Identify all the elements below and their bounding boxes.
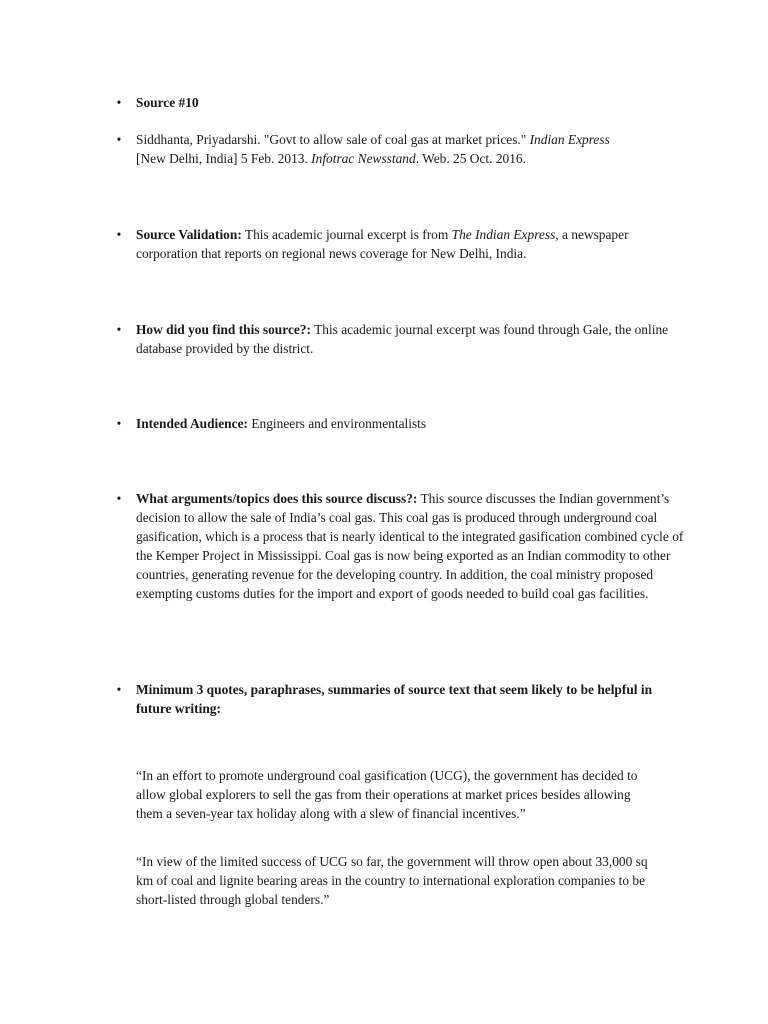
intended-audience-text: Engineers and environmentalists [247, 416, 427, 431]
quotes-heading: Minimum 3 quotes, paraphrases, summaries of source text that seem likely to be helpful in future writing: [136, 682, 653, 716]
arguments-text: This source discusses the Indian government’s decision to allow the sale of India’s coal gas. This coal gas is produced through underground coal gasification, which is a process that is nearly identical to the integrated gasification combined cycle of the Kemper Project in Mississippi. Coal gas is now being exported as an Indian commodity to other countries, generating revenue for the developing country. In addition, the coal ministry proposed exempting customs duties for the import and export of goods needed to build coal gas facilities. [136, 491, 684, 601]
source-validation-text: This academic journal excerpt is from [241, 227, 452, 242]
bullet-icon: • [116, 227, 122, 242]
source-heading: Source #10 [136, 95, 199, 110]
intended-audience-label: Intended Audience: [136, 416, 248, 431]
citation-publication: Indian Express [529, 132, 610, 147]
source-validation-item [116, 225, 684, 263]
quote-2: “In view of the limited success of UCG so far, the government will throw open about 33,000 sq km of coal and lignite bearing areas in the country to international exploration companies to be short-listed through global tenders.” [136, 854, 648, 907]
bullet-icon: • [116, 95, 122, 110]
citation-location-date: [New Delhi, India] 5 Feb. 2013. [136, 151, 312, 166]
how-found-item [116, 320, 684, 358]
how-found-label: How did you find this source?: [136, 322, 311, 337]
quotes-heading-item [116, 680, 684, 718]
citation-author-title: Siddhanta, Priyadarshi. "Govt to allow sale of coal gas at market prices." [136, 132, 530, 147]
bullet-icon: • [116, 322, 122, 337]
bullet-icon: • [116, 416, 122, 431]
citation-item [116, 130, 684, 168]
bullet-icon: • [116, 132, 122, 147]
how-found-text: This academic journal excerpt was found through Gale, the online database provided by the district. [136, 322, 669, 356]
source-validation-text-after: , a newspaper corporation that reports on regional news coverage for New Delhi, India. [136, 227, 629, 261]
bullet-icon: • [116, 682, 122, 697]
citation-access: . Web. 25 Oct. 2016. [415, 151, 526, 166]
arguments-item [116, 489, 684, 603]
intended-audience-item [116, 414, 684, 433]
source-validation-publication: The Indian Express [451, 227, 556, 242]
arguments-label: What arguments/topics does this source discuss?: [136, 491, 418, 506]
citation-database: Infotrac Newsstand [311, 151, 416, 166]
bullet-icon: • [116, 491, 122, 506]
quote-1: “In an effort to promote underground coal gasification (UCG), the government has decided to allow global explorers to sell the gas from their operations at market prices besides allowing them a seven-year tax holiday along with a slew of financial incentives.” [136, 768, 638, 821]
source-validation-label: Source Validation: [136, 227, 242, 242]
source-heading-item [116, 93, 684, 112]
